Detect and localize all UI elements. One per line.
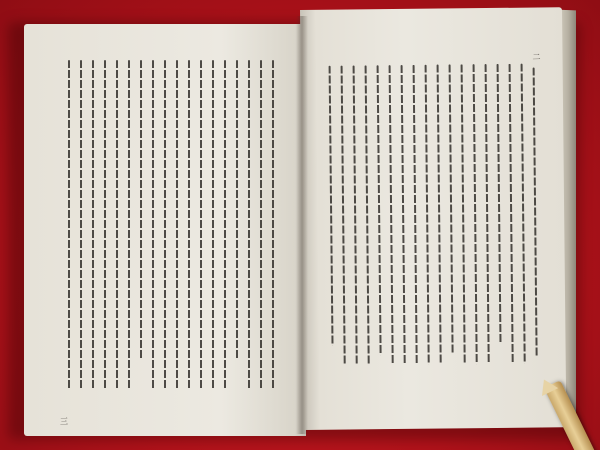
- text-column: [200, 60, 202, 390]
- text-column: [140, 60, 142, 360]
- text-column: [116, 60, 118, 390]
- text-column: [248, 60, 250, 390]
- text-column: [212, 60, 214, 390]
- text-column: [425, 65, 430, 365]
- text-column: [329, 66, 334, 346]
- text-column: [260, 60, 262, 390]
- text-column: [413, 65, 418, 365]
- book-gutter: [296, 16, 308, 434]
- text-column: [509, 64, 514, 364]
- text-column: [353, 65, 358, 365]
- text-column: [104, 60, 106, 390]
- text-column: [449, 64, 454, 354]
- text-column: [68, 60, 70, 390]
- text-column: [521, 64, 526, 364]
- text-column: [497, 64, 502, 344]
- text-column: [188, 60, 190, 390]
- right-page-number: 二: [532, 52, 541, 62]
- text-column: [341, 66, 346, 366]
- text-column: [437, 65, 442, 365]
- text-column: [80, 60, 82, 390]
- text-column: [272, 60, 274, 390]
- text-column: [473, 64, 478, 364]
- text-column: [164, 60, 166, 390]
- left-page-number: 三: [60, 417, 68, 426]
- text-column: [533, 68, 538, 358]
- text-column: [224, 60, 226, 390]
- text-column: [152, 60, 154, 390]
- left-page: [24, 24, 306, 436]
- text-column: [365, 65, 370, 365]
- text-column: [485, 64, 490, 364]
- text-column: [176, 60, 178, 390]
- text-column: [92, 60, 94, 390]
- text-column: [236, 60, 238, 360]
- text-column: [401, 65, 406, 365]
- text-column: [128, 60, 130, 390]
- right-page: [300, 7, 566, 430]
- text-column: [389, 65, 394, 365]
- text-column: [377, 65, 382, 355]
- text-column: [461, 64, 466, 364]
